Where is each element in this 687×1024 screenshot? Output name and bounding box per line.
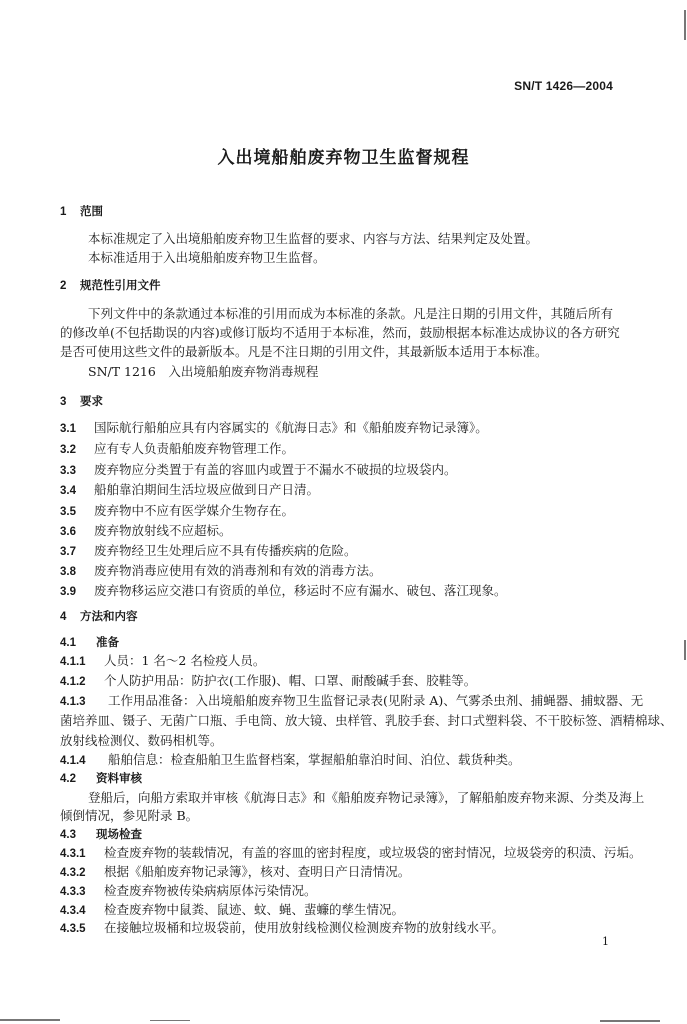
requirement-item: 3.9 废弃物移运应交港口有资质的单位，移运时不应有漏水、破包、落江现象。 <box>60 583 507 598</box>
clause-4-3-item: 4.3.5 在接触垃圾桶和垃圾袋前，使用放射线检测仪检测废弃物的放射线水平。 <box>60 920 505 935</box>
clause-4-3-item: 4.3.3 检查废弃物被传染病病原体污染情况。 <box>60 883 317 898</box>
subsection-4-1-heading: 4.1 准备 <box>60 635 119 649</box>
clause-4-3-item: 4.3.1 检查废弃物的装载情况，有盖的容皿的密封程度，或垃圾袋的密封情况，垃圾袋旁的积渍、污垢。 <box>60 845 642 860</box>
section-2-heading: 2 规范性引用文件 <box>60 278 161 292</box>
page-number: 1 <box>602 935 609 948</box>
section-2-paragraph-line-1: 下列文件中的条款通过本标准的引用而成为本标准的条款。凡是注日期的引用文件，其随后所有 <box>88 306 614 321</box>
standard-number: SN/T 1426—2004 <box>514 79 613 93</box>
requirement-item: 3.7 废弃物经卫生处理后应不具有传播疾病的危险。 <box>60 543 357 558</box>
section-2-paragraph-line-3: 是否可使用这些文件的最新版本。凡是不注日期的引用文件，其最新版本适用于本标准。 <box>60 344 548 359</box>
scan-edge-mark <box>684 10 686 40</box>
subsection-4-2-paragraph-line-1: 登船后，向船方索取并审核《航海日志》和《船舶废弃物记录簿》，了解船舶废弃物来源、分类及海上 <box>88 790 645 805</box>
clause-4-3-item: 4.3.2 根据《船舶废弃物记录簿》，核对、查明日产日清情况。 <box>60 864 411 879</box>
normative-reference: SN/T 1216 入出境船舶废弃物消毒规程 <box>88 364 319 379</box>
clause-4-1-1: 4.1.1 人员：1 名～2 名检疫人员。 <box>60 653 266 668</box>
subsection-4-3-heading: 4.3 现场检查 <box>60 827 142 841</box>
scan-edge-mark <box>150 1020 190 1021</box>
section-3-heading: 3 要求 <box>60 394 103 408</box>
scan-edge-mark <box>684 640 686 660</box>
requirement-item: 3.4 船舶靠泊期间生活垃圾应做到日产日清。 <box>60 482 320 497</box>
requirement-item: 3.2 应有专人负责船舶废弃物管理工作。 <box>60 441 295 456</box>
requirement-item: 3.5 废弃物中不应有医学媒介生物存在。 <box>60 503 295 518</box>
section-2-paragraph-line-2: 的修改单(不包括勘误的内容)或修订版均不适用于本标准，然而，鼓励根据本标准达成协议的各方研究 <box>60 325 620 340</box>
requirement-item: 3.8 废弃物消毒应使用有效的消毒剂和有效的消毒方法。 <box>60 563 382 578</box>
section-1-heading: 1 范围 <box>60 204 103 218</box>
section-1-paragraph-1: 本标准规定了入出境船舶废弃物卫生监督的要求、内容与方法、结果判定及处置。 <box>88 231 539 246</box>
clause-4-1-4: 4.1.4 船舶信息：检查船舶卫生监督档案，掌握船舶靠泊时间、泊位、载货种类。 <box>60 752 521 767</box>
requirement-item: 3.3 废弃物应分类置于有盖的容皿内或置于不漏水不破损的垃圾袋内。 <box>60 462 457 477</box>
document-title: 入出境船舶废弃物卫生监督规程 <box>217 148 470 168</box>
scan-edge-mark <box>0 1019 60 1021</box>
clause-4-1-3-line-3: 放射线检测仪、数码相机等。 <box>60 733 223 748</box>
clause-4-3-item: 4.3.4 检查废弃物中鼠粪、鼠迹、蚊、蝇、蜚蠊的孳生情况。 <box>60 902 405 917</box>
scan-edge-mark <box>600 1020 660 1022</box>
clause-4-1-3-line-2: 菌培养皿、镊子、无菌广口瓶、手电筒、放大镜、虫样管、乳胶手套、封口式塑料袋、不干胶标签、酒精棉球、 <box>60 713 673 728</box>
clause-4-1-2: 4.1.2 个人防护用品：防护衣(工作服)、帽、口罩、耐酸碱手套、胶鞋等。 <box>60 673 477 688</box>
requirement-item: 3.1 国际航行船舶应具有内容属实的《航海日志》和《船舶废弃物记录簿》。 <box>60 420 488 435</box>
subsection-4-2-heading: 4.2 资料审核 <box>60 771 142 785</box>
requirement-item: 3.6 废弃物放射线不应超标。 <box>60 523 232 538</box>
clause-4-1-3-line-1: 4.1.3 工作用品准备：入出境船舶废弃物卫生监督记录表(见附录 A)、气雾杀虫剂、捕蝇器、捕蚊器、无 <box>60 693 644 708</box>
subsection-4-2-paragraph-line-2: 倾倒情况，参见附录 B。 <box>60 808 199 823</box>
section-1-paragraph-2: 本标准适用于入出境船舶废弃物卫生监督。 <box>88 250 326 265</box>
section-4-heading: 4 方法和内容 <box>60 609 138 623</box>
